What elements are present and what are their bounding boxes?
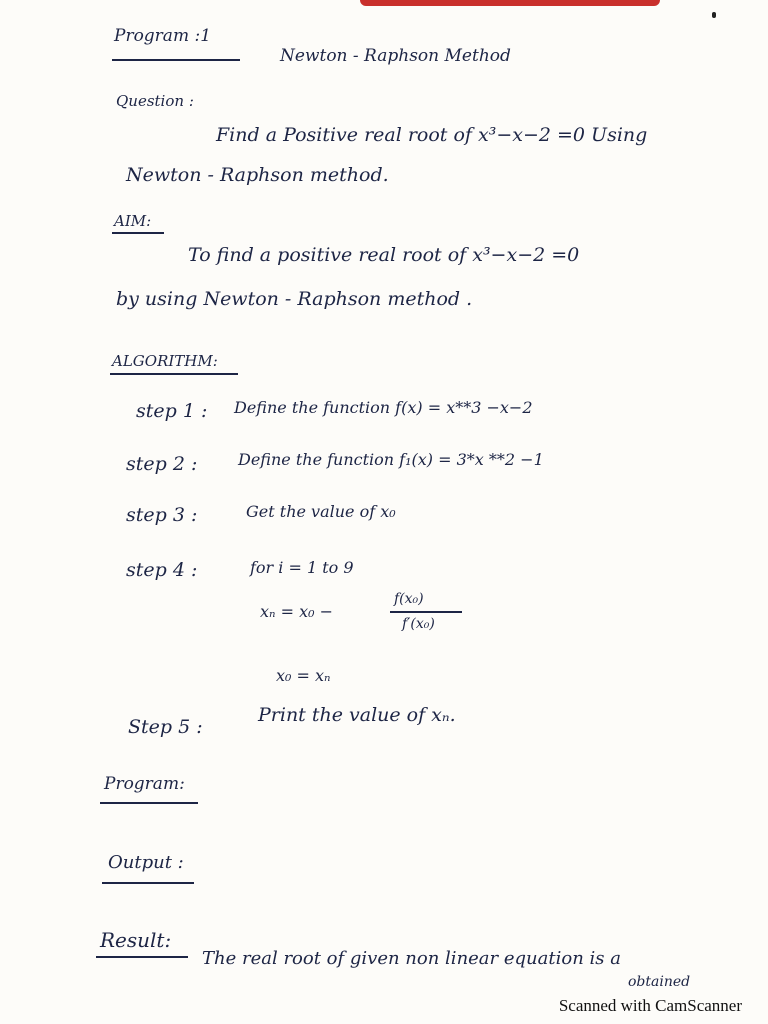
step-5-label: Step 5 : (128, 716, 203, 738)
result-line-2: obtained (628, 974, 691, 990)
step-5-text: Print the value of xₙ. (258, 704, 456, 726)
step-1-label: step 1 : (136, 400, 208, 422)
aim-line-1: To find a positive real root of x³−x−2 =0 (188, 244, 580, 266)
step-2-text: Define the function f₁(x) = 3*x **2 −1 (238, 450, 544, 469)
newton-formula-numerator: f(x₀) (394, 591, 424, 607)
step-3-text: Get the value of x₀ (246, 502, 396, 521)
newton-formula-denominator: f′(x₀) (402, 616, 435, 632)
step-1-text: Define the function f(x) = x**3 −x−2 (234, 398, 533, 417)
algorithm-underline (110, 373, 238, 375)
aim-line-2: by using Newton - Raphson method . (116, 288, 473, 310)
newton-formula-fraction-bar (390, 611, 462, 613)
result-label: Result: (100, 928, 172, 952)
assignment-formula: x₀ = xₙ (276, 666, 331, 685)
question-line-2: Newton - Raphson method. (126, 164, 389, 186)
program-number-label: Program :1 (114, 26, 212, 46)
result-underline (96, 956, 188, 958)
newton-formula-lhs: xₙ = x₀ − (260, 602, 334, 621)
aim-label: AIM: (114, 212, 152, 230)
program-number-underline (112, 59, 240, 61)
output-underline (102, 882, 194, 884)
step-4-label: step 4 : (126, 559, 198, 581)
algorithm-label: ALGORITHM: (112, 352, 218, 370)
ink-mark (712, 12, 716, 18)
scanner-watermark: Scanned with CamScanner (558, 996, 742, 1015)
result-line-1: The real root of given non linear equation is a (202, 948, 621, 969)
step-2-label: step 2 : (126, 453, 198, 475)
page-title: Newton - Raphson Method (280, 46, 511, 66)
step-4-text: for i = 1 to 9 (250, 558, 354, 577)
aim-underline (112, 232, 164, 234)
program-label: Program: (104, 774, 185, 794)
question-line-1: Find a Positive real root of x³−x−2 =0 Using (216, 124, 648, 146)
step-3-label: step 3 : (126, 504, 198, 526)
question-label: Question : (116, 92, 194, 110)
red-binding-strip (360, 0, 660, 6)
program-underline (100, 802, 198, 804)
output-label: Output : (108, 852, 184, 873)
